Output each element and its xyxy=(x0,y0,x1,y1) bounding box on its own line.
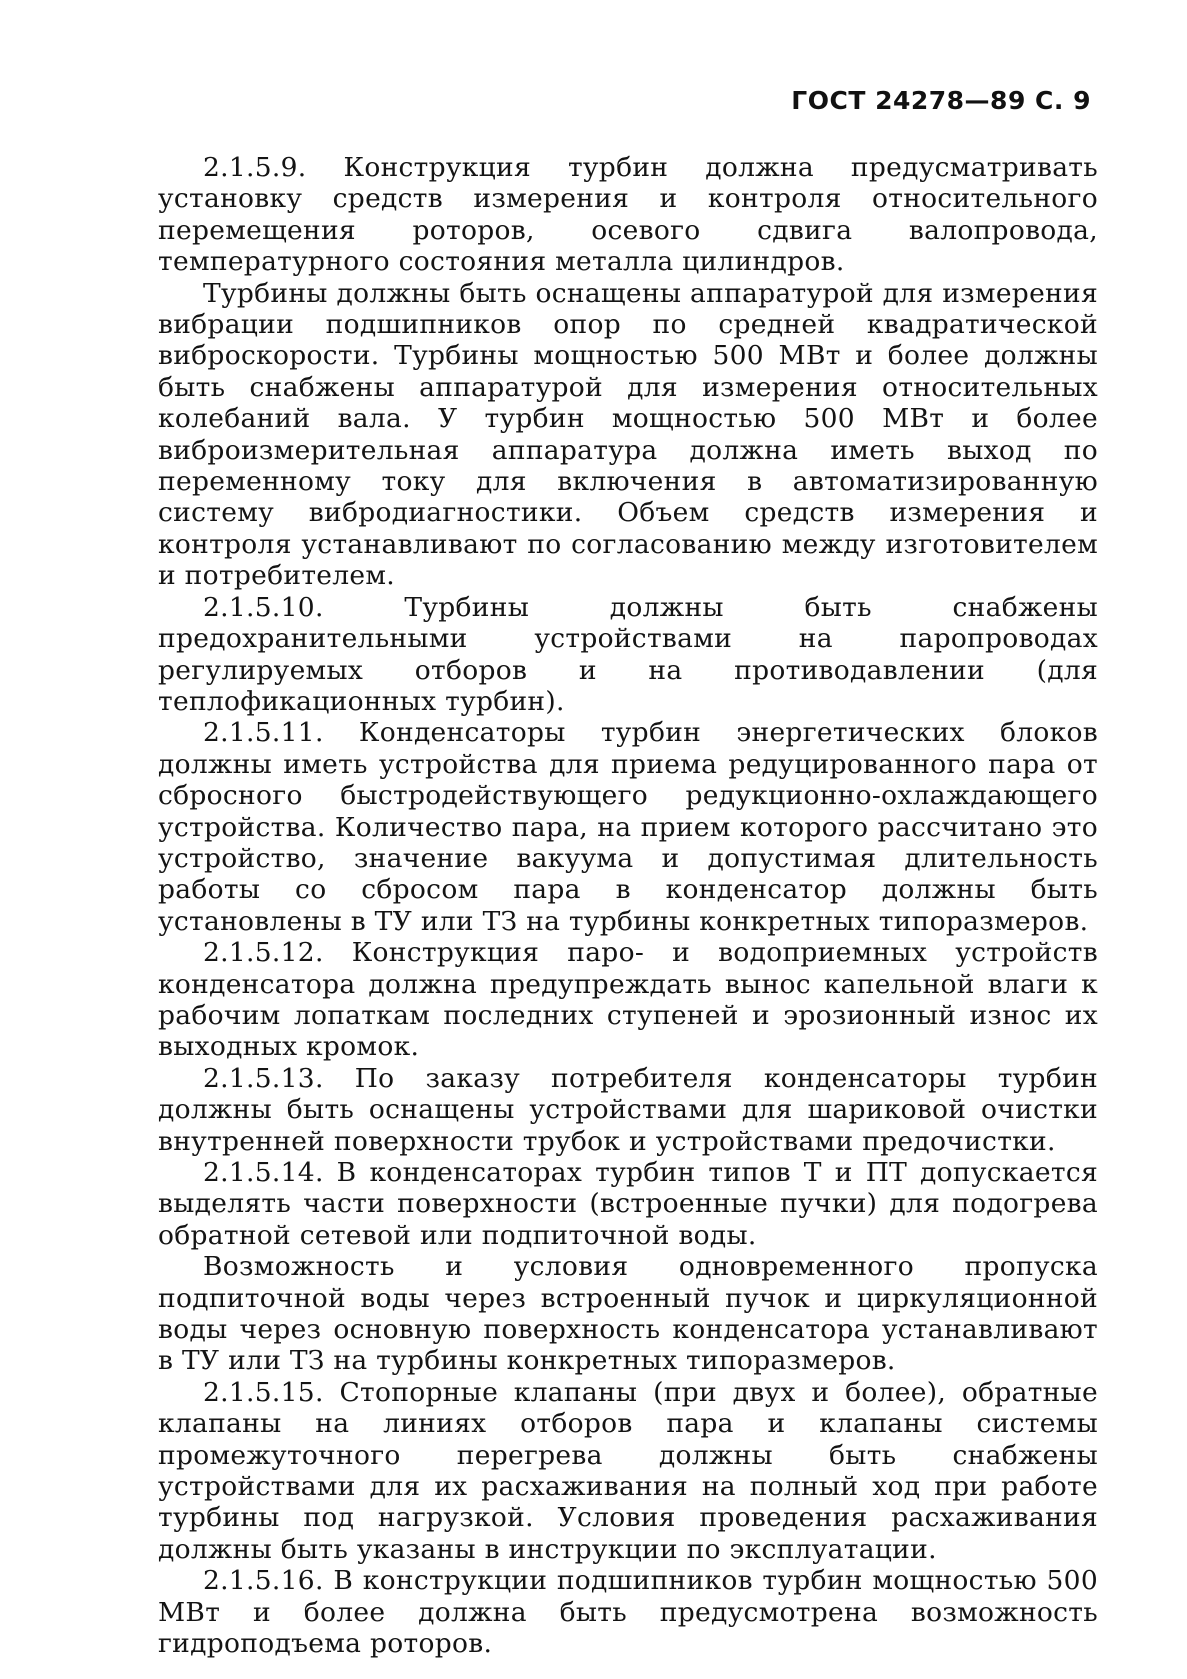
document-body xyxy=(158,152,1098,1660)
paragraph-vibration-equipment: Турбины должны быть оснащены аппаратурой для измерения вибрации подшипников опор по средней квадратической виброскорости. Турбины мощностью 500 МВт и более должны быть снабжены аппаратурой для измерения относительных колебаний вала. У турбин мощностью 500 МВт и более виброизмерительная аппаратура должна иметь выход по переменному току для включения в автоматизированную систему вибродиагностики. Объем средств измерения и контроля устанавливают по согласованию между изготовителем и потребителем. xyxy=(158,277,1098,592)
paragraph-2-1-5-13: 2.1.5.13. По заказу потребителя конденсаторы турбин должны быть оснащены устройствами для шариковой очистки внутренней поверхности трубок и устройствами предочистки. xyxy=(158,1062,1098,1157)
paragraph-2-1-5-11: 2.1.5.11. Конденсаторы турбин энергетических блоков должны иметь устройства для приема редуцированного пара от сбросного быстродействующего редукционно-охлаждающего устройства. Количество пара, на прием которого рассчитано это устройство, значение вакуума и допустимая длительность работы со сбросом пара в конденсатор должны быть установлены в ТУ или ТЗ на турбины конкретных типоразмеров. xyxy=(158,717,1098,937)
paragraph-water-passage: Возможность и условия одновременного пропуска подпиточной воды через встроенный пучок и циркуляционной воды через основную поверхность конденсатора устанавливают в ТУ или ТЗ на турбины конкретных типоразмеров. xyxy=(158,1251,1098,1377)
paragraph-2-1-5-12: 2.1.5.12. Конструкция паро- и водоприемных устройств конденсатора должна предупреждать вынос капельной влаги к рабочим лопаткам последних ступеней и эрозионный износ их выходных кромок. xyxy=(158,937,1098,1063)
paragraph-2-1-5-16: 2.1.5.16. В конструкции подшипников турбин мощностью 500 МВт и более должна быть предусмотрена возможность гидроподъема роторов. xyxy=(158,1565,1098,1660)
paragraph-2-1-5-9: 2.1.5.9. Конструкция турбин должна предусматривать установку средств измерения и контроля относительного перемещения роторов, осевого сдвига валопровода, температурного состояния металла цилиндров. xyxy=(158,152,1098,278)
paragraph-2-1-5-14: 2.1.5.14. В конденсаторах турбин типов Т и ПТ допускается выделять части поверхности (встроенные пучки) для подогрева обратной сетевой или подпиточной воды. xyxy=(158,1157,1098,1251)
paragraph-2-1-5-10: 2.1.5.10. Турбины должны быть снабжены предохранительными устройствами на паропроводах регулируемых отборов и на противодавлении (для теплофикационных турбин). xyxy=(158,591,1098,717)
page-header: ГОСТ 24278—89 С. 9 xyxy=(791,86,1091,115)
paragraph-2-1-5-15: 2.1.5.15. Стопорные клапаны (при двух и более), обратные клапаны на линиях отборов пара и клапаны системы промежуточного перегрева должны быть снабжены устройствами для их расхаживания на полный ход при работе турбины под нагрузкой. Условия проведения расхаживания должны быть указаны в инструкции по эксплуатации. xyxy=(158,1376,1098,1565)
